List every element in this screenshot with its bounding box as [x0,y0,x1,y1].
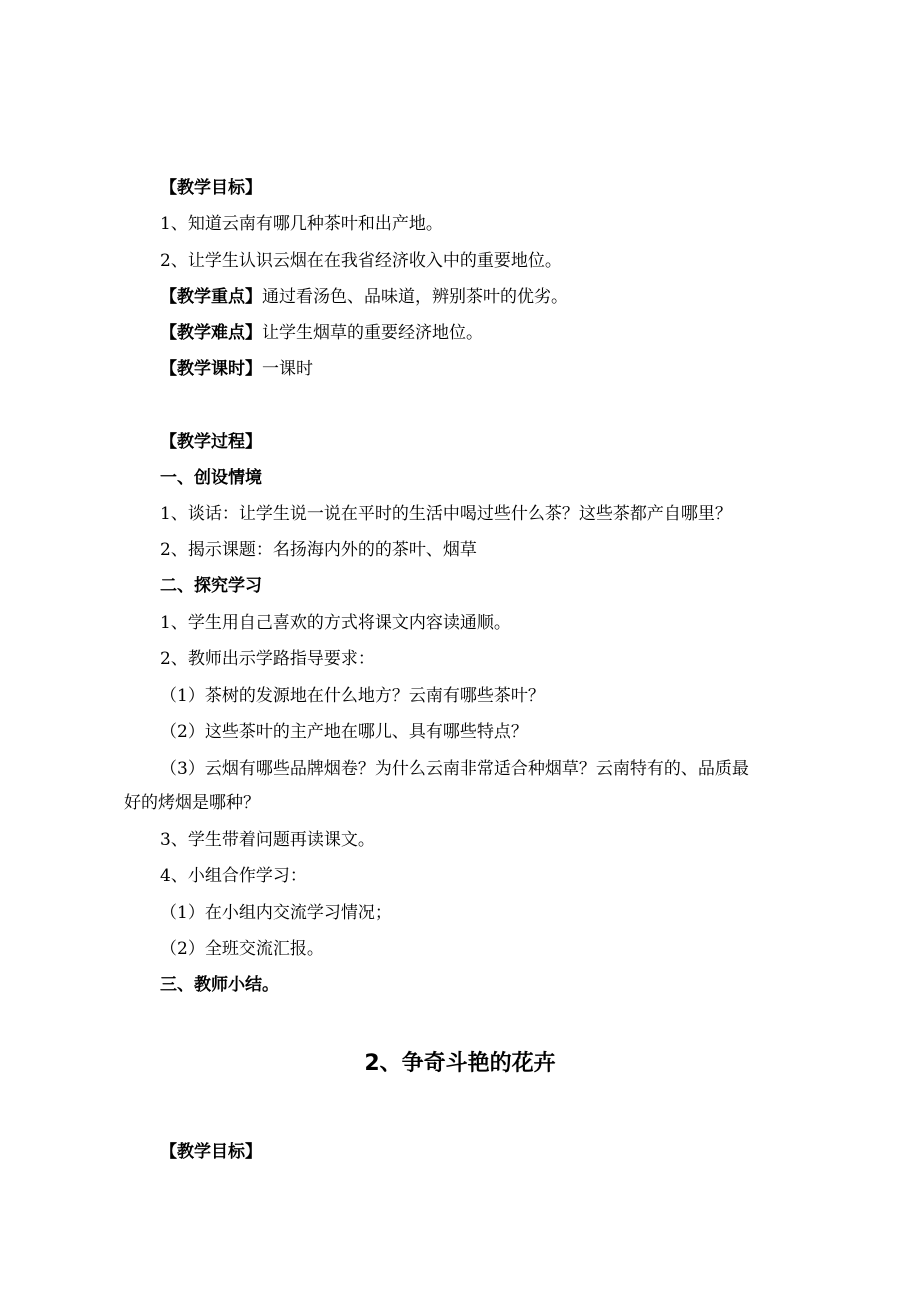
difficulty-text: 让学生烟草的重要经济地位。 [262,323,483,343]
part2-item-3: 3、学生带着问题再读课文。 [160,830,375,850]
teaching-goal-2: 2、让学生认识云烟在在我省经济收入中的重要地位。 [160,251,562,271]
teaching-process-heading: 【教学过程】 [160,432,262,452]
hours-line [160,359,313,379]
part2-question-3-line-2: 好的烤烟是哪种？ [124,793,260,813]
key-point-label: 【教学重点】 [160,287,262,307]
key-point-line [160,287,568,307]
teaching-goal-heading: 【教学目标】 [160,178,262,198]
part2-sub-1: （1）在小组内交流学习情况； [160,903,392,923]
difficulty-line [160,323,483,343]
part2-question-2: （2）这些茶叶的主产地在哪儿、具有哪些特点？ [160,722,528,742]
part1-heading: 一、创设情境 [160,468,262,488]
hours-text: 一课时 [262,359,313,379]
part2-sub-2: （2）全班交流汇报。 [160,939,324,959]
part2-item-4: 4、小组合作学习： [160,866,307,886]
lesson-2-title: 2、争奇斗艳的花卉 [364,1051,556,1076]
teaching-goal-1: 1、知道云南有哪几种茶叶和出产地。 [160,214,443,234]
lesson-2-goal-heading: 【教学目标】 [160,1142,262,1162]
key-point-text: 通过看汤色、品味道，辨别茶叶的优劣。 [262,287,568,307]
part2-item-2: 2、教师出示学路指导要求： [160,649,375,669]
part1-item-1: 1、谈话：让学生说一说在平时的生活中喝过些什么茶？这些茶都产自哪里？ [160,504,732,524]
part2-heading: 二、探究学习 [160,576,262,596]
part3-heading: 三、教师小结。 [160,975,279,995]
part2-question-1: （1）茶树的发源地在什么地方？云南有哪些茶叶？ [160,686,545,706]
part2-question-3-line-1: （3）云烟有哪些品牌烟卷？为什么云南非常适合种烟草？云南特有的、品质最 [160,759,749,779]
difficulty-label: 【教学难点】 [160,323,262,343]
hours-label: 【教学课时】 [160,359,262,379]
part1-item-2: 2、揭示课题：名扬海内外的的茶叶、烟草 [160,540,477,560]
part2-item-1: 1、学生用自己喜欢的方式将课文内容读通顺。 [160,613,511,633]
